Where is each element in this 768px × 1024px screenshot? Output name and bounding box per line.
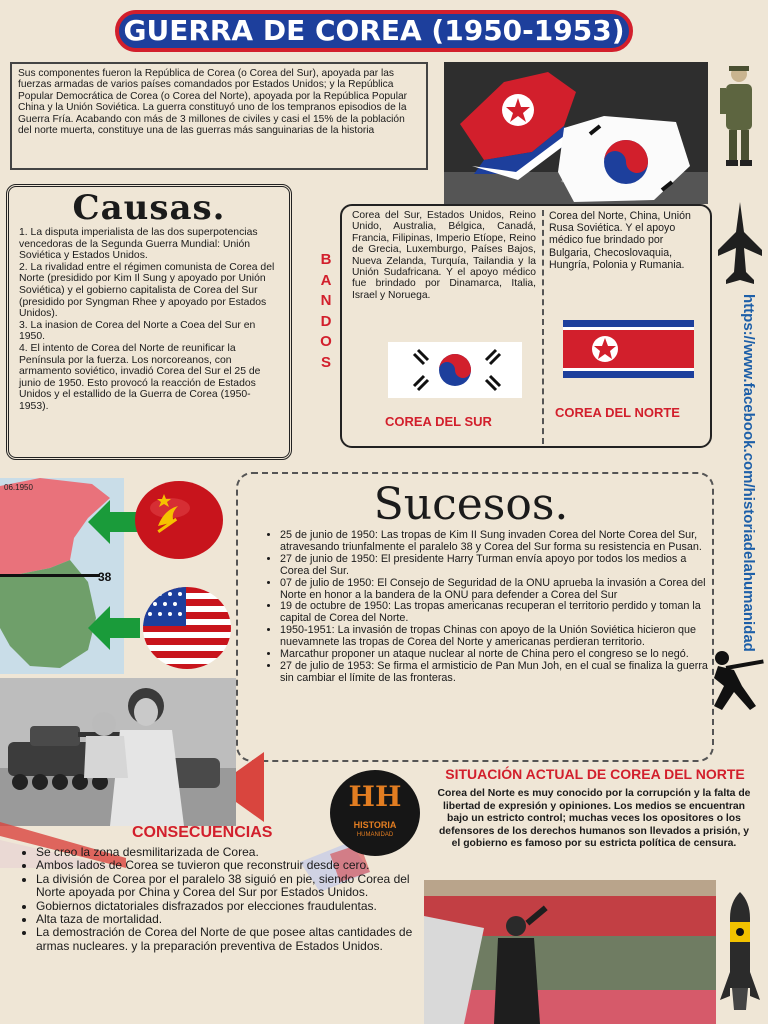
arrow-left-icon [88,500,138,544]
map-parallel-label: 38 [98,570,112,584]
sucesos-item: • 25 de junio de 1950: Las tropas de Kim II Sung invaden Corea del Norte Corea del Sur, atravesando triunfalmente el paralelo 38 y Corea del Sur forma su resistencia en Pusan. [280,530,718,554]
corea-del-sur-label: COREA DEL SUR [385,414,492,429]
sucesos-list [266,530,718,685]
consecuencias-item: • Ambos lados de Corea se tuvieron que reconstruir desde cero. [36,859,416,872]
historia-humanidad-logo [330,770,420,856]
intro-text: Sus componentes fueron la República de Corea (o Corea del Sur), apoyada par las fuerzas armadas de varios países comandados por Estados Unidos; y la República Popular Democrática de Corea (o Corea del Norte), apoyada por la República Popular China y la Unión Soviética. La guerra constituyó uno de los tempranos episodios de la Guerra Fría. Acabando con más de 3 millones de civiles y casi el 15% de la población del norte muerta, constituye una de las guerras más sanguinarias de la historia [10,62,428,170]
logo-line2: HUMANIDAD [356,832,394,838]
bandos-letter: D [320,312,332,330]
bandos-letter: S [320,353,331,371]
consecuencias-item: • Alta taza de mortalidad. [36,913,416,926]
facebook-url[interactable] [738,294,764,654]
sucesos-item: • Marcathur proponer un ataque nuclear al norte de China pero el congreso se lo negó. [280,649,718,661]
north-korea-flag-icon [563,320,694,378]
causas-item: 2. La rivalidad entre el régimen comunista de Corea del Norte (presidido por Kim Il Sung y apoyado por Unión Soviética) y el gobierno capitalista de Corea del Sur (presidido por Syngman Rhee y apoyado por Estados Unidos). [19,261,275,320]
causas-item: 4. El intento de Corea del Norte de reunificar la Península por la fuerza. Los norcoreanos, con armamento soviético, invadió Corea del Sur el 25 de junio de 1950. Esto provocó la reacción de Estados Unidos y el estallido de la Guerra de Corea (1950-1953). [19,342,261,412]
bandos-letter: O [320,333,332,350]
bandos-letter: A [320,271,332,289]
sucesos-item: • 19 de octubre de 1950: Las tropas americanas recuperan el territorio perdido y toman la capital de Corea del Norte. [280,601,718,625]
fighter-jet-icon [716,202,764,284]
bandos-norte-text: Corea del Norte, China, Unión Rusa Soviética. Y el apoyo médico fue brindado por Bulgaria, Checoslovaquia, Hungría, Polonia y Rumania. [549,210,691,271]
bandos-divider [542,210,544,444]
corea-del-norte-label: COREA DEL NORTE [555,405,680,420]
soldier-icon [712,62,764,168]
situacion-text: Corea del Norte es muy conocido por la corrupción y la falta de libertad de expresión y opiniones. Los medios se encuentran bajo un estricto control; muchas veces los opositores o los defensores de los derechos humanos son llevados a prisión, y el gobierno es famoso por su estricta política de censura. [437,788,751,850]
map-year-label: 06.1950 [4,483,33,492]
war-children-photo [0,678,236,826]
consecuencias-item: • Gobiernos dictatoriales disfrazados por elecciones fraudulentas. [36,900,416,913]
logo-initials: HH [348,780,402,813]
sucesos-item: • 27 de junio de 1950: El presidente Harry Turman envía apoyo por todos los medios a Corea del Sur. [280,554,718,578]
bandos-letter: B [320,251,332,268]
sucesos-item: • 1950-1951: La invasión de tropas Chinas con apoyo de la Unión Soviética hicieron que nuevamnete las tropas de Corea del Norte y americanas perdieran territorio. [280,625,718,649]
causas-item: 1. La disputa imperialista de las dos superpotencias vencedoras de la Segunda Guerra Mundial: Unión Soviética y Estados Unidos. [19,227,258,262]
arrow-left-icon [88,606,140,650]
causas-box [6,184,292,460]
decorative-flag-fragment [236,752,264,822]
facebook-url-text[interactable]: https://www.facebook.com/historiadelahumanidad [740,294,757,652]
north-korea-parade-photo [424,880,716,1024]
situacion-title: SITUACIÓN ACTUAL DE COREA DEL NORTE [445,766,745,782]
bandos-sur-text: Corea del Sur, Estados Unidos, Reino Unido, Australia, Bélgica, Canadá, Francia, Filipinas, Imperio Etíope, Reino de Grecia, Luxemburgo, Países Bajos, Nueva Zelanda, Turquía, Tailandia y la Unión Sudafricana. Y el apoyo médico fue brindado por Dinamarca, Italia, Israel y Noruega. [352,210,536,301]
korea-flag-map-image [444,62,708,204]
south-korea-flag-icon [388,342,522,398]
consecuencias-item: • La demostración de Corea del Norte de que posee altas cantidades de armas nucleares. y la preparación preventiva de Estados Unidos. [36,926,416,953]
sucesos-item: • 27 de julio de 1953: Se firma el armisticio de Pan Mun Joh, en el cual se finaliza la guerra sin cambiar el límite de las fronteras. [280,661,718,685]
consecuencias-title: CONSECUENCIAS [132,824,273,841]
causas-title: Causas. [72,188,226,228]
running-soldier-icon [700,648,766,712]
consecuencias-item: • La división de Corea por el paralelo 38 siguió en pie, siendo Corea del Norte apoyada por China y Corea del Sur por Estados Unidos. [36,873,416,900]
consecuencias-item: • Se creo la zona desmilitarizada de Corea. [36,846,416,859]
sucesos-title: Sucesos. [373,479,569,530]
causas-item: 3. La inasion de Corea del Norte a Coea del Sur en 1950. [19,319,256,343]
logo-line1: HISTORIA [353,820,397,830]
soviet-flag-ball-icon [134,480,224,560]
page-title: GUERRA DE COREA (1950-1953) [115,10,633,52]
sucesos-item: • 07 de julio de 1950: El Consejo de Seguridad de la ONU aprueba la invasión a Corea del Norte en honor a la bandera de la ONU para defender a Corea del Sur [280,578,718,602]
usa-flag-ball-icon [142,586,232,670]
bandos-vertical-label [318,250,334,373]
missile-icon [720,892,760,1020]
bandos-letter: N [320,292,332,309]
consecuencias-list [20,846,416,953]
